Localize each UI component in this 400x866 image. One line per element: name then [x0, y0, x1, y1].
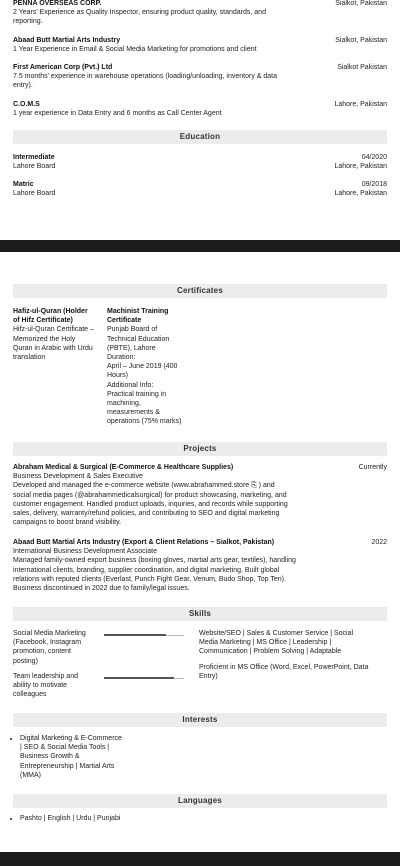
skill-level-bar [104, 634, 166, 636]
education-board: Lahore Board [13, 163, 56, 171]
skills-heading: Skills [13, 607, 387, 621]
company-name: First American Corp (Pvt.) Ltd [13, 64, 113, 71]
projects-heading: Projects [13, 442, 387, 456]
degree-name: Matric [13, 181, 34, 188]
certificate-machinist [107, 307, 185, 427]
project-name: Abaad Butt Martial Arts Industry (Export & Client Relations – Sialkot, Pakistan) [13, 539, 275, 546]
job-description: 7.5 months' experience in warehouse operations (loading/unloading, inventory & data entry). [13, 73, 278, 90]
project-description: Managed family-owned export business (boxing gloves, martial arts gear, textiles), handling international clients, branding, supplier coordination, and digital marketing. Built global relations with reputed clients (Everlast, Punch Fight Gear, Venum, Budo Shop, Top Ten). Business discontinued in 2022 due to family/legal issues. [13, 557, 296, 593]
job-description: 1 Year Experience in Email & Social Media Marketing for promotions and client [13, 46, 257, 54]
project-description: Developed and managed the e-commerce website (www.abrahammed.store ⎘ ) and social media pages (@abrahammedicalsurgical) for product showcasing, marketing, and customer engagement. Handled product uploads, inquiries, and records while supporting sales, delivery, warranty/refund policies, and contributing to SEO and digital marketing campaigns to boost brand visibility. [13, 482, 288, 527]
job-location: Sialkot, Pakistan [335, 37, 387, 44]
interests-list [13, 734, 123, 780]
experience-item [13, 100, 387, 118]
education-item [13, 180, 387, 198]
project-role: International Business Development Associate [13, 548, 157, 556]
page-separator [0, 240, 400, 252]
skill-name: Team leadership and ability to motivate colleagues [13, 673, 78, 699]
interests-heading: Interests [13, 713, 387, 727]
education-location: Lahore, Pakistan [334, 190, 387, 198]
skills-right-column [199, 629, 374, 681]
project-item [13, 538, 387, 593]
project-role: Business Development & Sales Executive [13, 473, 143, 481]
experience-item [13, 0, 387, 27]
company-name: Abaad Butt Martial Arts Industry [13, 37, 121, 44]
job-description: 2 Years' Experience as Quality Inspector, ensuring product quality, standards, and reporting. [13, 9, 266, 26]
project-item [13, 463, 387, 527]
experience-item [13, 36, 387, 54]
job-location: Sialkot Pakistan [337, 64, 387, 71]
degree-name: Intermediate [13, 154, 55, 161]
interest-item: • Digital Marketing & E-Commerce | SEO & Social Media Tools | Business Growth & Entrepreneurship | Martial Arts (MMA) [20, 734, 123, 780]
education-date-location [334, 153, 387, 171]
job-location: Lahore, Pakistan [334, 101, 387, 108]
certificate-period: April – June 2019 (400 Hours) [107, 363, 178, 380]
certificate-title: Hafiz-ul-Quran (Holder of Hifz Certificate) [13, 308, 88, 325]
education-date: 09/2018 [361, 181, 387, 188]
skills-proficiency: Proficient in MS Office (Word, Excel, PowerPoint, Data Entry) [199, 663, 369, 680]
company-name: PENNA OVERSEAS CORP. [13, 0, 102, 7]
skill-name: Social Media Marketing (Facebook, Instagram promotion, content posting) [13, 630, 86, 665]
job-location: Sialkot, Pakistan [335, 0, 387, 7]
skills-list: Website/SEO | Sales & Customer Service | Social Media Marketing | MS Office | Leadership | Communication | Problem Solving | Adaptable [199, 630, 354, 656]
education-date-location [334, 180, 387, 198]
company-name: C.O.M.S [13, 101, 40, 108]
skill-item [13, 629, 93, 666]
resume-page-2 [0, 252, 400, 852]
certificate-duration-label: Duration: [107, 354, 136, 362]
job-description: 1 year experience in Data Entry and 6 months as Call Center Agent [13, 110, 222, 118]
languages-heading: Languages [13, 794, 387, 808]
education-board: Lahore Board [13, 190, 56, 198]
certificate-info: Practical training in machining, measurements & operations (75% marks) [107, 390, 182, 426]
education-item [13, 153, 387, 171]
certificate-description: Hifz-ul-Quran Certificate – Memorized the Holy Quran in Arabic with Urdu translation [13, 326, 94, 362]
languages-list [13, 814, 213, 823]
education-date: 04/2020 [361, 154, 387, 161]
education-location: Lahore, Pakistan [334, 163, 387, 171]
project-date: Currently [358, 464, 387, 471]
experience-item [13, 63, 387, 91]
education-heading: Education [13, 130, 387, 144]
language-item: • Pashto | English | Urdu | Punjabi [20, 814, 213, 823]
certificates-heading: Certificates [13, 284, 387, 298]
certificate-info-label: Additional Info: [107, 381, 154, 389]
certificate-description: Punjab Board of Technical Education (PBTE), Lahore [107, 326, 170, 352]
resume-page-1 [0, 0, 400, 240]
skill-level-bar [104, 677, 174, 679]
project-date: 2022 [371, 539, 387, 546]
page-separator [0, 852, 400, 866]
certificate-title: Machinist Training Certificate [107, 308, 169, 325]
certificate-hifz [13, 307, 95, 362]
skill-item [13, 672, 93, 700]
project-name: Abraham Medical & Surgical (E-Commerce & Healthcare Supplies) [13, 464, 234, 471]
